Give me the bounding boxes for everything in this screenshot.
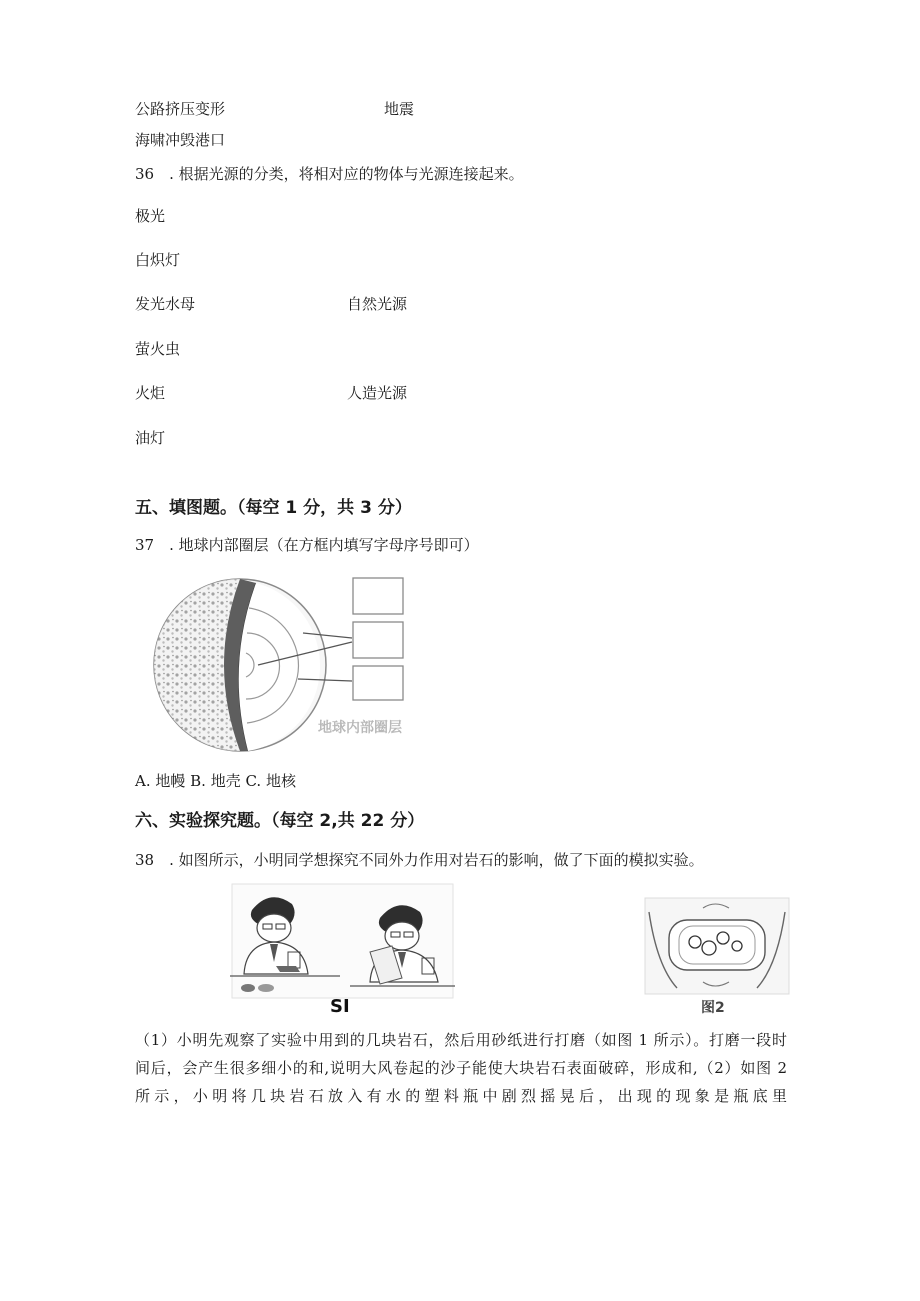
- q38-para-line-3: 所示，小明将几块岩石放入有水的塑料瓶中剧烈摇晃后，出现的现象是瓶底里: [135, 1087, 787, 1105]
- earth-layers-figure: [148, 573, 420, 755]
- q36-object-incandescent-lamp: 白炽灯: [135, 251, 181, 269]
- q38-para-line-2: 间后，会产生很多细小的和,说明大风卷起的沙子能使大块岩石表面破碎，形成和,（2）如图 2: [135, 1059, 787, 1077]
- label-box-2: [353, 622, 403, 658]
- q36-object-aurora: 极光: [135, 207, 166, 225]
- experiment-figure-2: [643, 896, 791, 1020]
- q36-prompt: 36 . 根据光源的分类，将相对应的物体与光源连接起来。: [135, 165, 524, 183]
- figure-1-label: SI: [330, 996, 350, 1017]
- label-box-1: [353, 578, 403, 614]
- earth-figure-caption: 地球内部圈层: [318, 720, 402, 736]
- q35-left-item-1: 公路挤压变形: [135, 100, 226, 118]
- figure-2-label: 图2: [701, 1000, 725, 1016]
- q35-right-item-1: 地震: [384, 100, 415, 118]
- q37-prompt: 37 . 地球内部圈层（在方框内填写字母序号即可）: [135, 536, 479, 554]
- q38-prompt: 38 . 如图所示，小明同学想探究不同外力作用对岩石的影响，做了下面的模拟实验。: [135, 851, 704, 869]
- q37-options: A. 地幔 B. 地壳 C. 地核: [135, 772, 296, 790]
- q36-object-torch: 火炬: [135, 384, 166, 402]
- q38-para-line-1: （1）小明先观察了实验中用到的几块岩石，然后用砂纸进行打磨（如图 1 所示）。打磨一段时: [135, 1031, 787, 1049]
- q36-object-firefly: 萤火虫: [135, 340, 181, 358]
- section-5-title: 五、填图题。（每空 1 分，共 3 分）: [135, 498, 412, 518]
- section-6-title: 六、实验探究题。（每空 2,共 22 分）: [135, 811, 425, 831]
- q36-source-natural: 自然光源: [347, 295, 408, 313]
- q38-paragraph: [135, 1026, 787, 1110]
- shaking-bottle: [669, 920, 765, 970]
- q36-object-oil-lamp: 油灯: [135, 429, 166, 447]
- label-box-3: [353, 666, 403, 700]
- q36-object-jellyfish: 发光水母: [135, 295, 196, 313]
- experiment-figure-1: [230, 882, 455, 1020]
- q35-left-item-2: 海啸冲毁港口: [135, 131, 226, 149]
- q36-source-artificial: 人造光源: [347, 384, 408, 402]
